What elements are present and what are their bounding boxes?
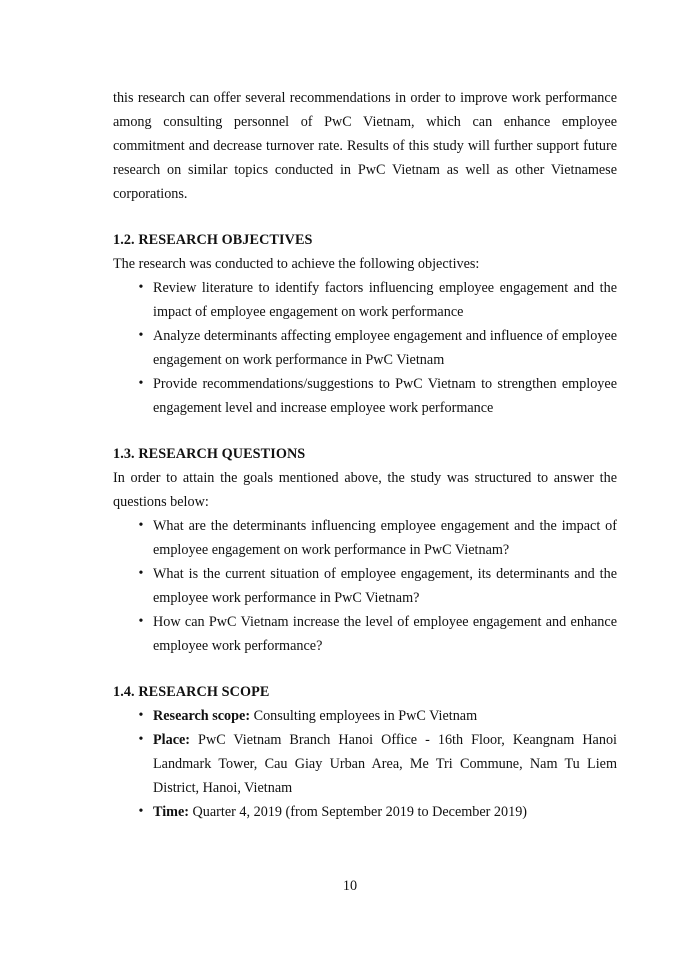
questions-heading: 1.3. RESEARCH QUESTIONS [113,446,306,462]
bullet-icon: • [138,518,144,533]
objective-text: Analyze determinants affecting employee engagement and influence of employee engagement on work performance in PwC Vietnam [153,328,617,368]
time-label: Time: [153,804,189,820]
list-item [113,704,617,728]
list-item [113,324,617,372]
section-gap [113,206,617,228]
bullet-icon: • [138,708,144,723]
list-item [113,610,617,658]
question-text: What is the current situation of employee engagement, its determinants and the employee work performance in PwC Vietnam? [153,566,617,606]
bullet-icon: • [138,614,144,629]
place-value: PwC Vietnam Branch Hanoi Office - 16th Floor, Keangnam Hanoi Landmark Tower, Cau Giay Urban Area, Me Tri Commune, Nam Tu Liem District, Hanoi, Vietnam [153,732,617,796]
list-item [113,562,617,610]
scope-heading: 1.4. RESEARCH SCOPE [113,684,270,700]
place-label: Place: [153,732,191,748]
list-item [113,514,617,562]
question-text: How can PwC Vietnam increase the level of employee engagement and enhance employee work performance? [153,614,617,654]
intro-paragraph: this research can offer several recommendations in order to improve work performance among consulting personnel of PwC Vietnam, which can enhance employee commitment and decrease turnover rate. Results of this study will further support future research on similar topics conducted in PwC Vietnam as well as other Vietnamese corporations. [113,90,617,202]
objectives-list [113,276,617,420]
page-number: 10 [342,878,358,894]
list-item [113,800,617,824]
bullet-icon: • [138,328,144,343]
questions-lead: In order to attain the goals mentioned above, the study was structured to answer the questions below: [113,470,617,510]
bullet-icon: • [138,804,144,819]
time-value: Quarter 4, 2019 (from September 2019 to December 2019) [189,804,528,820]
list-item [113,728,617,800]
bullet-icon: • [138,280,144,295]
scope-label: Research scope: [153,708,251,724]
questions-list [113,514,617,658]
scope-value: Consulting employees in PwC Vietnam [250,708,478,724]
bullet-icon: • [138,566,144,581]
bullet-icon: • [138,376,144,391]
list-item [113,372,617,420]
page-content [113,86,617,824]
objective-text: Review literature to identify factors influencing employee engagement and the impact of employee engagement on work performance [153,280,617,320]
objectives-lead: The research was conducted to achieve the following objectives: [113,256,480,272]
objectives-heading: 1.2. RESEARCH OBJECTIVES [113,232,313,248]
bullet-icon: • [138,732,144,747]
section-gap [113,420,617,442]
scope-list [113,704,617,824]
question-text: What are the determinants influencing employee engagement and the impact of employee engagement on work performance in PwC Vietnam? [153,518,617,558]
objective-text: Provide recommendations/suggestions to PwC Vietnam to strengthen employee engagement level and increase employee work performance [153,376,617,416]
section-gap [113,658,617,680]
list-item [113,276,617,324]
